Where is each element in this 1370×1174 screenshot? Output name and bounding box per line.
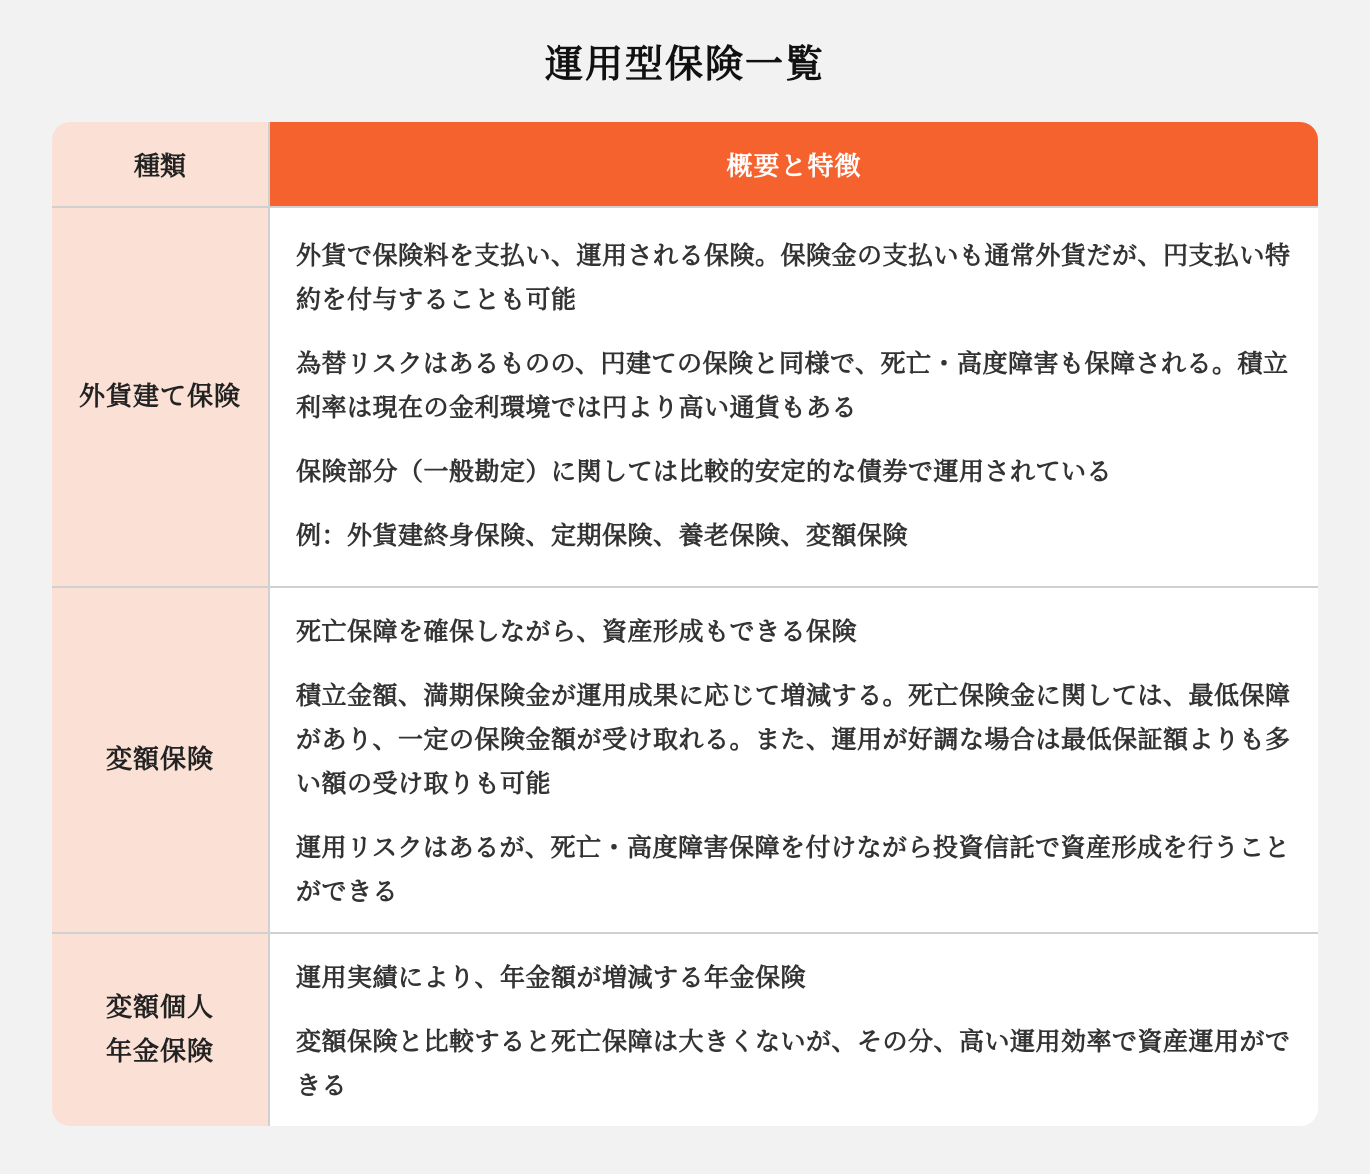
page-title: 運用型保険一覧 — [544, 42, 825, 86]
description-paragraph: 死亡保障を確保しながら、資産形成もできる保険 — [296, 617, 858, 646]
description-paragraph: 運用実績により、年金額が増減する年金保険 — [296, 963, 807, 992]
header-type-cell: 種類 — [52, 122, 270, 206]
description-paragraph: 為替リスクはあるものの、円建ての保険と同様で、死亡・高度障害も保障される。積立利率は現在の金利環境では円より高い通貨もある — [296, 349, 1289, 422]
insurance-table — [52, 122, 1318, 1126]
type-cell-variable — [52, 588, 270, 932]
description-paragraph: 運用リスクはあるが、死亡・高度障害保障を付けながら投資信託で資産形成を行うことができる — [296, 833, 1291, 906]
header-description-cell: 概要と特徴 — [270, 122, 1318, 206]
type-label-line-1: 変額個人 — [105, 993, 214, 1023]
description-paragraph: 変額保険と比較すると死亡保障は大きくないが、その分、高い運用効率で資産運用ができる — [296, 1027, 1291, 1100]
table-header-row — [52, 122, 1318, 208]
type-label: 変額保険 — [105, 745, 214, 775]
description-cell — [270, 588, 1318, 932]
type-label-line-2: 年金保険 — [105, 1037, 214, 1067]
table-row — [52, 934, 1318, 1126]
type-cell-foreign-currency — [52, 208, 270, 586]
description-paragraph: 積立金額、満期保険金が運用成果に応じて増減する。死亡保険金に関しては、最低保障があり、一定の保険金額が受け取れる。また、運用が好調な場合は最低保証額よりも多い額の受け取りも可能 — [296, 681, 1291, 798]
table-row — [52, 208, 1318, 588]
type-cell-variable-annuity — [52, 934, 270, 1126]
table-row — [52, 588, 1318, 934]
description-paragraph: 保険部分（一般勘定）に関しては比較的安定的な債券で運用されている — [296, 457, 1113, 486]
type-label: 外貨建て保険 — [78, 382, 241, 412]
description-paragraph: 例：外貨建終身保険、定期保険、養老保険、変額保険 — [296, 521, 909, 550]
description-cell — [270, 934, 1318, 1126]
description-cell — [270, 208, 1318, 586]
description-paragraph: 外貨で保険料を支払い、運用される保険。保険金の支払いも通常外貨だが、円支払い特約を付与することも可能 — [296, 241, 1291, 314]
